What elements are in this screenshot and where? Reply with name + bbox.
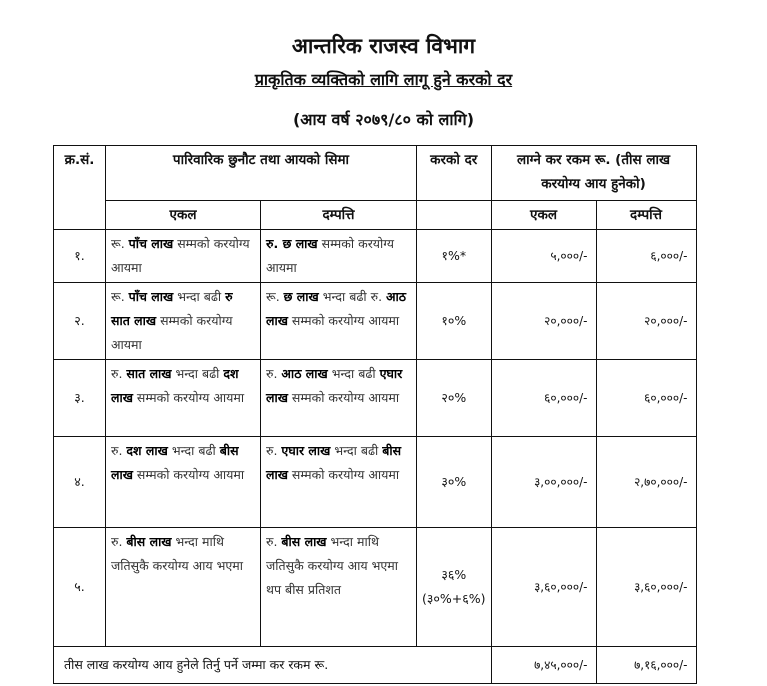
- row-single-limit: [106, 360, 261, 437]
- limit-text: रु.: [266, 366, 282, 381]
- amount-emphasis: एघार लाख: [266, 366, 403, 405]
- header-income-limit: पारिवारिक छुनौट तथा आयको सिमा: [106, 146, 417, 201]
- limit-text: सम्मको करयोग्य आयमा: [132, 467, 245, 482]
- row-single-limit: [106, 437, 261, 528]
- row-couple-amount: ६०,०००/-: [596, 360, 696, 437]
- limit-text: सम्मको करयोग्य आयमा: [111, 236, 250, 275]
- limit-text: सम्मको करयोग्य आयमा: [287, 313, 400, 328]
- row-tax-rate: १%*: [417, 230, 492, 283]
- page-subtitle: प्राकृतिक व्यक्तिको लागि लागू हुने करको दर: [254, 70, 513, 89]
- fiscal-year-label: (आय वर्ष २०७९/८० को लागि): [292, 110, 475, 129]
- row-tax-rate: २०%: [417, 360, 492, 437]
- limit-text: भन्दा बढी: [327, 366, 380, 381]
- limit-text: रु.: [111, 534, 127, 549]
- amount-emphasis: दश लाख: [126, 443, 168, 458]
- amount-emphasis: रु सात लाख: [111, 289, 233, 328]
- limit-text: रु.: [266, 443, 282, 458]
- total-row: [54, 647, 697, 684]
- row-single-limit: [106, 230, 261, 283]
- table-row: [54, 528, 697, 647]
- row-tax-rate: १०%: [417, 283, 492, 360]
- row-tax-rate: ३०%: [417, 437, 492, 528]
- limit-text: सम्मको करयोग्य आयमा: [132, 390, 245, 405]
- amount-emphasis: बीस लाख: [281, 534, 327, 549]
- row-serial: २.: [54, 283, 106, 360]
- row-serial: ४.: [54, 437, 106, 528]
- row-single-amount: ६०,०००/-: [491, 360, 596, 437]
- row-couple-limit: [261, 528, 417, 647]
- subheader-couple: दम्पत्ति: [261, 201, 417, 230]
- limit-text: भन्दा बढी: [171, 366, 224, 381]
- limit-text: रू.: [111, 289, 129, 304]
- limit-text: भन्दा बढी: [330, 443, 383, 458]
- limit-text: रु.: [111, 443, 127, 458]
- limit-text: सम्मको करयोग्य आयमा: [287, 390, 400, 405]
- amount-emphasis: आठ लाख: [281, 366, 328, 381]
- limit-text: भन्दा बढी: [173, 289, 226, 304]
- amount-emphasis: छ लाख: [283, 289, 319, 304]
- row-serial: ५.: [54, 528, 106, 647]
- header-tax-rate: करको दर: [417, 146, 492, 201]
- table-row: [54, 360, 697, 437]
- limit-text: भन्दा माथि जतिसुकै करयोग्य आय भएमा थप बीस प्रतिशत: [266, 534, 399, 597]
- limit-text: भन्दा बढी रु.: [318, 289, 387, 304]
- amount-emphasis: एघार लाख: [281, 443, 331, 458]
- header-tax-amount: लाग्ने कर रकम रू. (तीस लाख करयोग्य आय हुनेको): [491, 146, 696, 201]
- amount-emphasis: बीस लाख: [266, 443, 402, 482]
- amount-emphasis: आठ लाख: [266, 289, 407, 328]
- limit-text: सम्मको करयोग्य आयमा: [111, 313, 233, 352]
- row-couple-amount: २,७०,०००/-: [596, 437, 696, 528]
- row-single-amount: ३,००,०००/-: [491, 437, 596, 528]
- amount-emphasis: पाँच लाख: [128, 289, 174, 304]
- amount-emphasis: सात लाख: [126, 366, 172, 381]
- table-row: [54, 230, 697, 283]
- row-single-amount: ३,६०,०००/-: [491, 528, 596, 647]
- row-single-amount: २०,०००/-: [491, 283, 596, 360]
- table-row: [54, 437, 697, 528]
- limit-text: रू.: [266, 289, 284, 304]
- limit-text: भन्दा माथि जतिसुकै करयोग्य आय भएमा: [111, 534, 244, 573]
- amount-emphasis: दश लाख: [111, 366, 239, 405]
- row-couple-limit: [261, 230, 417, 283]
- page-title: आन्तरिक राजस्व विभाग: [291, 34, 476, 58]
- amount-emphasis: रु. छ लाख: [266, 236, 318, 251]
- row-single-limit: [106, 528, 261, 647]
- subheader-rate-empty: [417, 201, 492, 230]
- row-couple-limit: [261, 283, 417, 360]
- amount-emphasis: बीस लाख: [111, 443, 239, 482]
- limit-text: रू.: [111, 236, 129, 251]
- row-couple-limit: [261, 360, 417, 437]
- subheader-single-amount: एकल: [491, 201, 596, 230]
- subheader-single: एकल: [106, 201, 261, 230]
- row-serial: १.: [54, 230, 106, 283]
- limit-text: सम्मको करयोग्य आयमा: [287, 467, 400, 482]
- subheader-row: [54, 201, 697, 230]
- tax-rate-table: [53, 145, 697, 684]
- limit-text: रु.: [266, 534, 282, 549]
- limit-text: सम्मको करयोग्य आयमा: [266, 236, 395, 275]
- table-row: [54, 283, 697, 360]
- row-couple-amount: ६,०००/-: [596, 230, 696, 283]
- total-single-amount: ७,४५,०००/-: [491, 647, 596, 684]
- amount-emphasis: बीस लाख: [126, 534, 172, 549]
- row-serial: ३.: [54, 360, 106, 437]
- limit-text: भन्दा बढी: [167, 443, 220, 458]
- total-couple-amount: ७,१६,०००/-: [596, 647, 696, 684]
- amount-emphasis: पाँच लाख: [128, 236, 174, 251]
- total-label: तीस लाख करयोग्य आय हुनेले तिर्नु पर्ने जम्मा कर रकम रू.: [54, 647, 492, 684]
- row-couple-limit: [261, 437, 417, 528]
- row-couple-amount: ३,६०,०००/-: [596, 528, 696, 647]
- row-tax-rate: ३६% (३०%+६%): [417, 528, 492, 647]
- header-row: [54, 146, 697, 201]
- row-single-limit: [106, 283, 261, 360]
- header-serial: क्र.सं.: [54, 146, 106, 230]
- subheader-couple-amount: दम्पत्ति: [596, 201, 696, 230]
- row-single-amount: ५,०००/-: [491, 230, 596, 283]
- limit-text: रु.: [111, 366, 127, 381]
- row-couple-amount: २०,०००/-: [596, 283, 696, 360]
